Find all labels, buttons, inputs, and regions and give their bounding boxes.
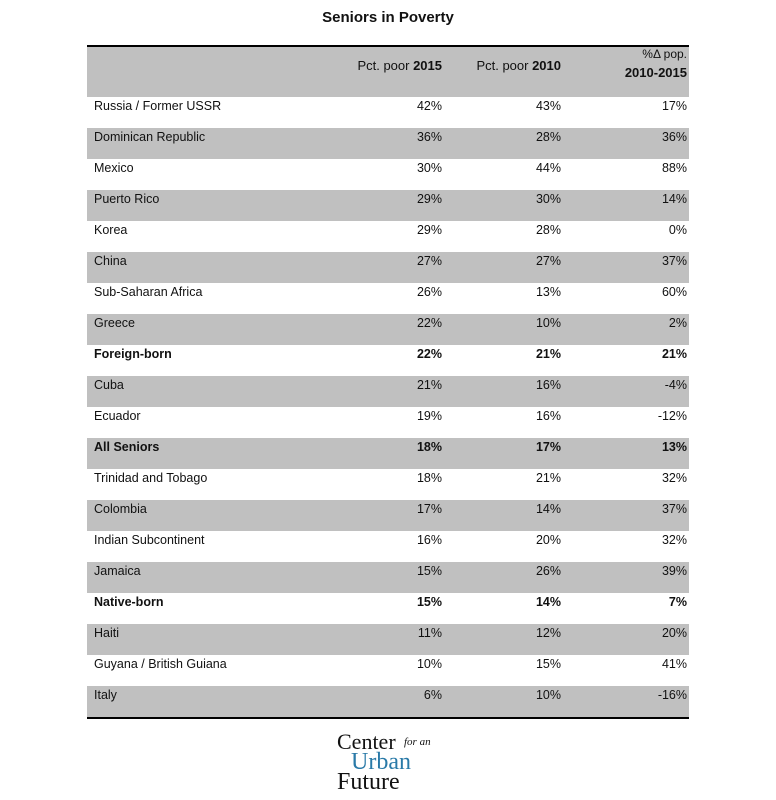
page-title: Seniors in Poverty (322, 9, 454, 26)
row-label: Ecuador (94, 409, 141, 423)
pct-poor-2015: 18% (416, 440, 442, 454)
pct-poor-2010: 27% (535, 254, 561, 268)
header-pct-poor-2015 (357, 58, 442, 73)
pct-poor-2010: 20% (535, 533, 561, 547)
pop-change: 2% (668, 316, 687, 330)
row-label: Haiti (94, 626, 120, 640)
pct-poor-2010: 13% (535, 285, 561, 299)
table-row (87, 221, 689, 252)
table-row (87, 190, 689, 221)
pop-change: 39% (661, 564, 687, 578)
pct-poor-2015: 18% (416, 471, 442, 485)
pct-poor-2010: 14% (535, 502, 561, 516)
table-row (87, 314, 689, 345)
table-row (87, 345, 689, 376)
pop-change: 32% (661, 533, 687, 547)
row-label: Italy (94, 688, 117, 702)
pop-change: 0% (668, 223, 687, 237)
pop-change: -12% (657, 409, 687, 423)
pct-poor-2015: 17% (416, 502, 442, 516)
pop-change: -16% (657, 688, 687, 702)
pct-poor-2010: 28% (535, 130, 561, 144)
row-label: Native-born (94, 595, 164, 609)
pop-change: -4% (664, 378, 687, 392)
pop-change: 41% (661, 657, 687, 671)
pct-poor-2010: 30% (535, 192, 561, 206)
pct-poor-2010: 14% (535, 595, 561, 609)
table-row (87, 283, 689, 314)
pop-change: 17% (661, 99, 687, 113)
pct-poor-2015: 11% (417, 626, 442, 640)
row-label: Puerto Rico (94, 192, 160, 206)
logo-line-future: Future (337, 769, 400, 795)
row-label: Dominican Republic (94, 130, 206, 144)
row-label: Greece (94, 316, 135, 330)
pct-poor-2010: 17% (535, 440, 561, 454)
pct-poor-2010: 15% (535, 657, 561, 671)
table-row (87, 97, 689, 128)
row-label: China (94, 254, 127, 268)
pop-change: 36% (661, 130, 687, 144)
center-for-urban-future-logo (337, 731, 447, 793)
pop-change: 32% (661, 471, 687, 485)
pop-change: 88% (661, 161, 687, 175)
pct-poor-2010: 16% (535, 378, 561, 392)
pct-poor-2015: 22% (416, 316, 442, 330)
pop-change: 37% (661, 254, 687, 268)
pct-poor-2010: 28% (535, 223, 561, 237)
row-label: Cuba (94, 378, 124, 392)
pct-poor-2015: 29% (416, 223, 442, 237)
pct-poor-2010: 10% (535, 316, 561, 330)
poverty-table (87, 45, 689, 719)
logo-line-urban: Urban (351, 749, 411, 775)
pct-poor-2010: 16% (535, 409, 561, 423)
pct-poor-2010: 10% (535, 688, 561, 702)
pct-poor-2010: 12% (535, 626, 561, 640)
pct-poor-2015: 42% (416, 99, 442, 113)
row-label: Indian Subcontinent (94, 533, 205, 547)
pct-poor-2015: 29% (416, 192, 442, 206)
row-label: Foreign-born (94, 347, 172, 361)
table-row (87, 469, 689, 500)
header-col1-prefix: Pct. poor (357, 58, 414, 73)
row-label: Jamaica (94, 564, 141, 578)
table-header (87, 47, 689, 97)
pct-poor-2015: 22% (416, 347, 442, 361)
pop-change: 14% (661, 192, 687, 206)
header-col2-year: 2010 (532, 58, 561, 73)
pct-poor-2010: 44% (535, 161, 561, 175)
table-row (87, 624, 689, 655)
pct-poor-2010: 43% (535, 99, 561, 113)
pct-poor-2015: 19% (416, 409, 442, 423)
table-row (87, 128, 689, 159)
row-label: Russia / Former USSR (94, 99, 222, 113)
pct-poor-2015: 10% (416, 657, 442, 671)
header-col2-prefix: Pct. poor (476, 58, 533, 73)
pop-change: 21% (661, 347, 687, 361)
table-row (87, 593, 689, 624)
pct-poor-2010: 26% (535, 564, 561, 578)
pct-poor-2015: 6% (423, 688, 442, 702)
table-row (87, 159, 689, 190)
table-row (87, 686, 689, 717)
header-col1-year: 2015 (413, 58, 442, 73)
header-pop-change-label: %Δ pop. (642, 47, 687, 61)
pct-poor-2015: 27% (416, 254, 442, 268)
pct-poor-2015: 36% (416, 130, 442, 144)
table-row (87, 438, 689, 469)
row-label: Korea (94, 223, 128, 237)
logo-line-for-an: for an (404, 736, 431, 748)
pop-change: 60% (661, 285, 687, 299)
header-pop-change-years: 2010-2015 (624, 65, 687, 80)
table-row (87, 500, 689, 531)
pop-change: 20% (661, 626, 687, 640)
pct-poor-2015: 15% (416, 564, 442, 578)
row-label: Mexico (94, 161, 134, 175)
row-label: Colombia (94, 502, 147, 516)
pct-poor-2015: 26% (416, 285, 442, 299)
table-row (87, 531, 689, 562)
table-body (87, 97, 689, 717)
pop-change: 13% (661, 440, 687, 454)
pop-change: 7% (668, 595, 687, 609)
pop-change: 37% (661, 502, 687, 516)
pct-poor-2015: 15% (416, 595, 442, 609)
pct-poor-2010: 21% (535, 347, 561, 361)
pct-poor-2015: 30% (416, 161, 442, 175)
table-row (87, 376, 689, 407)
row-label: All Seniors (94, 440, 160, 454)
pct-poor-2015: 21% (416, 378, 442, 392)
table-row (87, 655, 689, 686)
row-label: Guyana / British Guiana (94, 657, 227, 671)
pct-poor-2010: 21% (535, 471, 561, 485)
header-pct-poor-2010 (476, 58, 561, 73)
row-label: Sub-Saharan Africa (94, 285, 203, 299)
logo-line-center: Center (337, 729, 396, 754)
row-label: Trinidad and Tobago (94, 471, 208, 485)
table-row (87, 562, 689, 593)
pct-poor-2015: 16% (416, 533, 442, 547)
table-row (87, 252, 689, 283)
table-row (87, 407, 689, 438)
